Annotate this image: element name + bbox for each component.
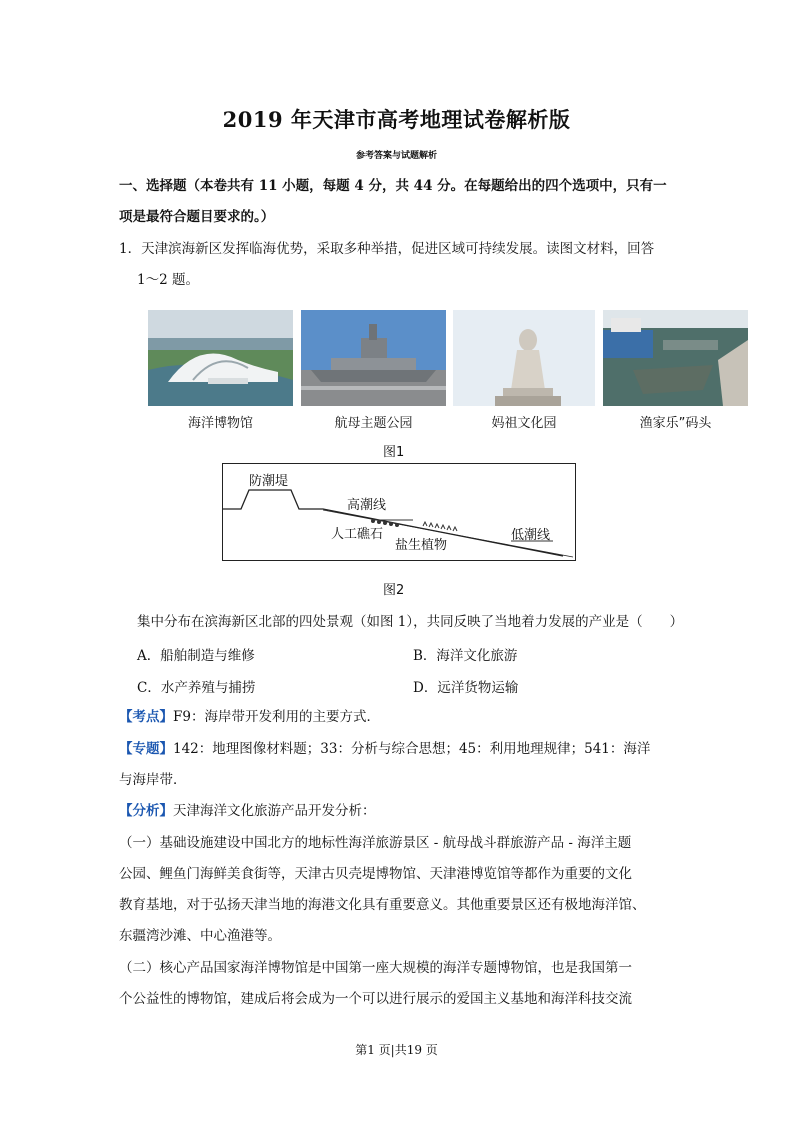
fenxi-text: 天津海洋文化旅游产品开发分析： [173,803,376,819]
question-intro-line1: 1．天津滨海新区发挥临海优势，采取多种举措，促进区域可持续发展。读图文材料，回答 [119,241,655,257]
coastal-profile-diagram [222,463,576,561]
photo-caption: 妈祖文化园 [491,416,557,431]
document-title: 2019 年天津市高考地理试卷解析版 [222,107,571,132]
option-c: C．水产养殖与捕捞 [137,680,256,696]
photo-caption: 渔家乐”码头 [639,416,712,431]
photo-caption: 海洋博物馆 [187,416,253,431]
zhuanti-tag: 【专题】 [119,741,173,757]
option-d: D．远洋货物运输 [413,680,519,696]
section-heading-line2: 项是最符合题目要求的。） [119,209,275,225]
figure-1-label: 图1 [383,445,405,460]
photo-carrier-park [301,310,446,406]
paragraph-2-line1: （二）核心产品国家海洋博物馆是中国第一座大规模的海洋专题博物馆，也是我国第一 [119,960,632,976]
photo-caption: 航母主题公园 [334,416,413,431]
section-heading-line1: 一、选择题（本卷共有 11 小题，每题 4 分，共 44 分。在每题给出的四个选项中，只有一 [119,178,667,194]
zhuanti-text: 142：地理图像材料题；33：分析与综合思想；45：利用地理规律；541：海洋 [173,741,651,757]
question-stem: 集中分布在滨海新区北部的四处景观（如图 1），共同反映了当地着力发展的产业是（ ） [137,614,684,630]
fenxi-tag: 【分析】 [119,803,173,819]
paragraph-1-line4: 东疆湾沙滩、中心渔港等。 [119,928,281,944]
label-halophytes: 盐生植物 [395,538,448,553]
page-footer: 第1 页|共19 页 [355,1043,438,1057]
paragraph-2-line2: 个公益性的博物馆，建成后将会成为一个可以进行展示的爱国主义基地和海洋科技交流 [119,991,632,1007]
analysis-fenxi [119,802,679,820]
label-low-tide-line: 低潮线 [511,528,551,543]
paragraph-1-line2: 公园、鲤鱼门海鲜美食街等，天津古贝壳堤博物馆、天津港博览馆等都作为重要的文化 [119,866,632,882]
photo-mazu-park [453,310,595,406]
document-subtitle: 参考答案与试题解析 [355,151,437,161]
question-intro-line2: 1～2 题。 [137,272,199,288]
paragraph-1-line1: （一）基础设施建设中国北方的地标性海洋旅游景区 - 航母战斗群旅游产品 - 海洋主题 [119,835,632,851]
figure-2-label: 图2 [383,583,405,598]
kaodian-text: F9：海岸带开发利用的主要方式． [173,709,380,725]
analysis-kaodian [119,708,679,726]
analysis-zhuanti-line2: 与海岸带． [119,772,187,788]
label-high-tide-line: 高潮线 [347,498,387,513]
label-dike: 防潮堤 [249,474,289,489]
analysis-zhuanti [119,740,679,758]
paragraph-1-line3: 教育基地，对于弘扬天津当地的海港文化具有重要意义。其他重要景区还有极地海洋馆、 [119,897,646,913]
option-a: A．船舶制造与维修 [137,648,255,664]
photo-ocean-museum [148,310,293,406]
photo-fishing-pier [603,310,748,406]
option-b: B．海洋文化旅游 [413,648,518,664]
kaodian-tag: 【考点】 [119,709,173,725]
label-artificial-reef: 人工礁石 [331,527,384,542]
